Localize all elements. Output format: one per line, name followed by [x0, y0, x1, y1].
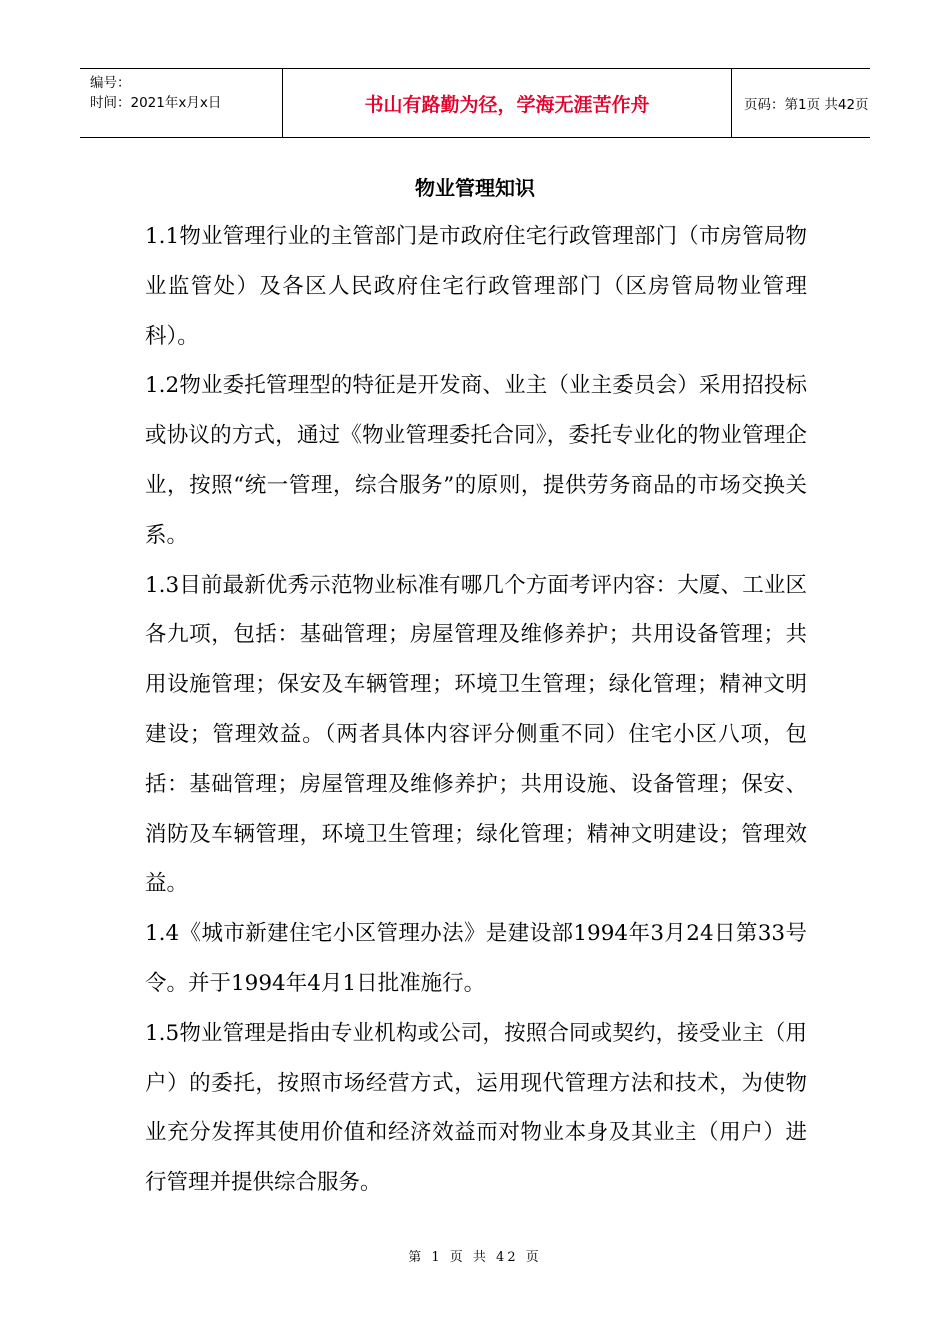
- header-page-cell: [732, 69, 870, 137]
- header-motto: 书山有路勤为径，学海无涯苦作舟: [364, 93, 650, 116]
- header-motto-cell: [282, 69, 732, 137]
- document-title: 物业管理知识: [415, 176, 535, 200]
- document-body: [145, 212, 807, 1208]
- header-page-info: 页码：第1页 共42页: [744, 97, 869, 113]
- paragraph-1-3: 1.3目前最新优秀示范物业标准有哪几个方面考评内容：大厦、工业区各九项，包括：基础管理；房屋管理及维修养护；共用设备管理；共用设施管理；保安及车辆管理；环境卫生管理；绿化管理；精神文明建设；管理效益。（两者具体内容评分侧重不同）住宅小区八项，包括：基础管理；房屋管理及维修养护；共用设施、设备管理；保安、消防及车辆管理，环境卫生管理；绿化管理；精神文明建设；管理效益。: [145, 572, 807, 897]
- page-footer: 第 1 页 共 42 页: [408, 1250, 542, 1265]
- paragraph-1-1: 1.1物业管理行业的主管部门是市政府住宅行政管理部门（市房管局物业监管处）及各区人民政府住宅行政管理部门（区房管局物业管理科）。: [145, 224, 807, 349]
- document-number-label: 编号：: [90, 75, 131, 91]
- header-info-cell: [80, 69, 282, 137]
- page-header: [80, 68, 870, 138]
- paragraph-1-4: 1.4《城市新建住宅小区管理办法》是建设部1994年3月24日第33号令。并于1994年4月1日批准施行。: [145, 921, 807, 996]
- paragraph-1-2: 1.2物业委托管理型的特征是开发商、业主（业主委员会）采用招投标或协议的方式，通过《物业管理委托合同》，委托专业化的物业管理企业，按照“统一管理，综合服务”的原则，提供劳务商品的市场交换关系。: [145, 373, 807, 548]
- paragraph-1-5: 1.5物业管理是指由专业机构或公司，按照合同或契约，接受业主（用户）的委托，按照市场经营方式，运用现代管理方法和技术，为使物业充分发挥其使用价值和经济效益而对物业本身及其业主（用户）进行管理并提供综合服务。: [145, 1020, 807, 1196]
- document-date: 时间：2021年x月x日: [90, 95, 222, 111]
